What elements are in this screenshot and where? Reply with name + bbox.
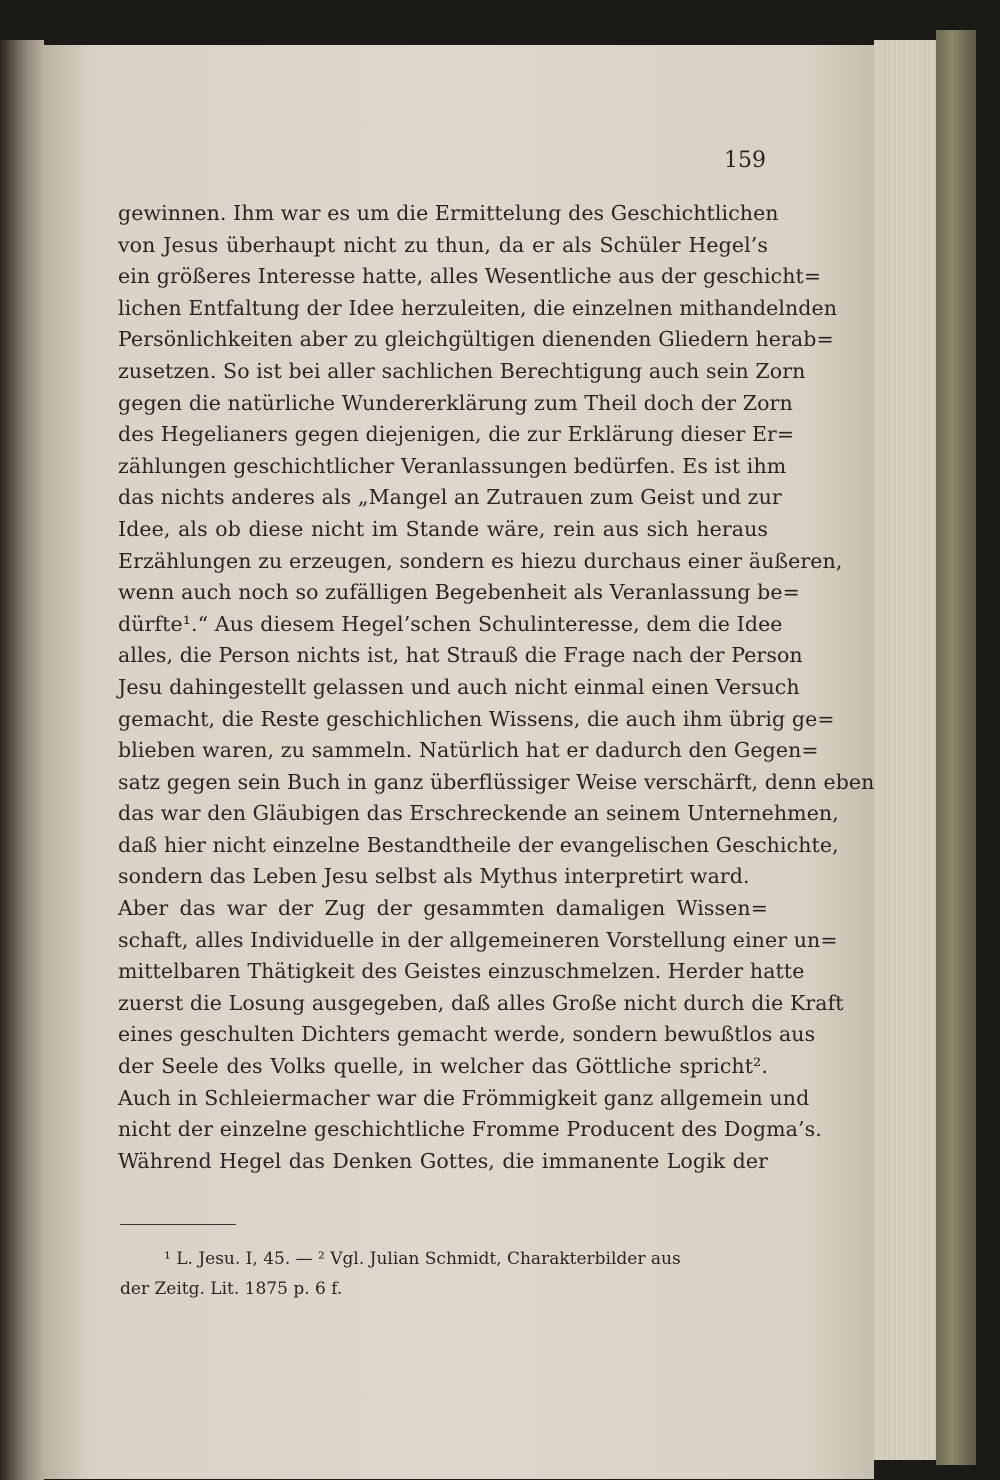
text-line: Erzählungen zu erzeugen, sondern es hiezu durchaus einer äußeren, <box>118 548 843 573</box>
footnote-line: der Zeitg. Lit. 1875 p. 6 f. <box>120 1279 343 1299</box>
text-line: zählungen geschichtlicher Veranlassungen bedürfen. Es ist ihm <box>118 453 787 478</box>
page-number: 159 <box>724 148 766 173</box>
text-line: schaft, alles Individuelle in der allgemeineren Vorstellung einer un= <box>118 927 838 952</box>
page-block-edges <box>874 40 936 1460</box>
text-line: mittelbaren Thätigkeit des Geistes einzuschmelzen. Herder hatte <box>118 959 805 984</box>
footnotes <box>120 1244 770 1304</box>
text-line: eines geschulten Dichters gemacht werde, sondern bewußtlos aus <box>118 1022 816 1047</box>
text-line: zusetzen. So ist bei aller sachlichen Berechtigung auch sein Zorn <box>118 358 806 383</box>
text-line: zuerst die Losung ausgegeben, daß alles Große nicht durch die Kraft <box>118 990 844 1015</box>
text-line: lichen Entfaltung der Idee herzuleiten, die einzelnen mithandelnden <box>118 295 838 320</box>
book-cover-edge <box>936 30 976 1465</box>
text-line: Aber das war der Zug der gesammten damaligen Wissen= <box>118 896 768 921</box>
footnote-divider <box>120 1224 236 1225</box>
text-line: das war den Gläubigen das Erschreckende an seinem Unternehmen, <box>118 801 839 826</box>
text-line: gemacht, die Reste geschichlichen Wissens, die auch ihm übrig ge= <box>118 706 835 731</box>
text-line: ein größeres Interesse hatte, alles Wesentliche aus der geschicht= <box>118 264 822 289</box>
text-line: wenn auch noch so zufälligen Begebenheit als Veranlassung be= <box>118 580 800 605</box>
text-line: alles, die Person nichts ist, hat Strauß die Frage nach der Person <box>118 643 803 668</box>
text-line: Auch in Schleiermacher war die Frömmigkeit ganz allgemein und <box>118 1085 810 1110</box>
text-line: der Seele des Volks quelle, in welcher das Göttliche spricht². <box>118 1054 768 1079</box>
body-text <box>118 198 875 1177</box>
text-line: gegen die natürliche Wundererklärung zum Theil doch der Zorn <box>118 390 793 415</box>
text-line: Idee, als ob diese nicht im Stande wäre, rein aus sich heraus <box>118 516 768 541</box>
text-line: Während Hegel das Denken Gottes, die immanente Logik der <box>118 1148 768 1173</box>
text-line: Persönlichkeiten aber zu gleichgültigen dienenden Gliedern herab= <box>118 327 834 352</box>
facing-page-edge <box>0 40 44 1480</box>
text-line: nicht der einzelne geschichtliche Fromme Producent des Dogma’s. <box>118 1117 822 1142</box>
text-line: das nichts anderes als „Mangel an Zutrauen zum Geist und zur <box>118 485 782 510</box>
text-line: sondern das Leben Jesu selbst als Mythus interpretirt ward. <box>118 864 750 889</box>
text-line: gewinnen. Ihm war es um die Ermittelung des Geschichtlichen <box>118 201 779 225</box>
text-line: des Hegelianers gegen diejenigen, die zur Erklärung dieser Er= <box>118 422 795 447</box>
text-line: dürfte¹.“ Aus diesem Hegel’schen Schulinteresse, dem die Idee <box>118 611 783 636</box>
footnote-line: ¹ L. Jesu. I, 45. — ² Vgl. Julian Schmidt, Charakterbilder aus <box>164 1249 681 1269</box>
text-line: Jesu dahingestellt gelassen und auch nicht einmal einen Versuch <box>118 674 800 699</box>
text-line: von Jesus überhaupt nicht zu thun, da er als Schüler Hegel’s <box>118 232 768 257</box>
text-line: daß hier nicht einzelne Bestandtheile der evangelischen Geschichte, <box>118 832 839 857</box>
text-line: satz gegen sein Buch in ganz überflüssiger Weise verschärft, denn eben <box>118 769 875 794</box>
text-line: blieben waren, zu sammeln. Natürlich hat er dadurch den Gegen= <box>118 738 819 763</box>
